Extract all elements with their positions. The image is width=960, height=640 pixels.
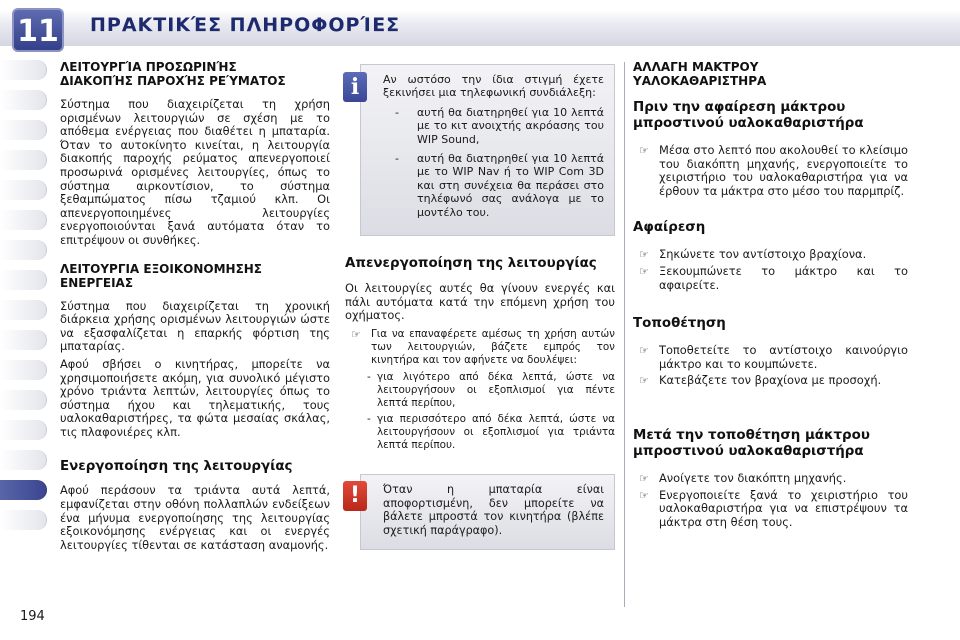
after-installation-item: ☞ Ανοίγετε τον διακόπτη μηχανής. (639, 470, 847, 485)
chapter-tab (0, 420, 47, 440)
info-note-item: - αυτή θα διατηρηθεί για 10 λεπτά με το κιτ ανοιχτής ακρόασης του WIP Sound, (395, 105, 604, 146)
chapter-number-badge: 11 (12, 8, 64, 52)
warning-note-text: Όταν η μπαταρία είναι αποφορτισμένη, δεν μπορείτε να βάλετε μπροστά τον κινητήρα (βλέπε σχετική παράγραφο). (383, 483, 604, 537)
chapter-tab (0, 390, 47, 410)
pointing-hand-icon: ☞ (639, 264, 649, 278)
section-title-wiper-change: ΑΛΛΑΓΗ ΜΑΚΤΡΟΥ ΥΑΛΟΚΑΘΑΡΙΣΤΗΡΑ (633, 60, 767, 88)
chapter-tab (0, 510, 47, 530)
pointing-hand-icon: ☞ (639, 248, 649, 262)
before-removal-item: ☞ Μέσα στο λεπτό που ακολουθεί το κλείσιμο του διακόπτη μηχανής, ενεργοποιείτε το χειριστήριο του υαλοκαθαριστήρα για να έρθουν τα μάκτρα στο μέσο του παρμπρίζ. (639, 143, 908, 198)
section-text-load-shedding: Σύστημα που διαχειρίζεται τη χρήση ορισμένων λειτουργιών σε σχέση με το απόθεμα ενέργειας που διαθέτει η μπαταρία. Όταν το αυτοκίνητο κινείται, η λειτουργία διακοπής παροχής ρεύματος απενεργοποιεί προσωρινά ορισμένες λειτουργίες, όπως το σύστημα αιρκοντίσιον, το σύστημα ξεθαμπώματος πίσω τζαμιού κλπ. Οι απενεργοποιημένες λειτουργίες ενεργοποιούνται ξανά αυτόματα όταν το επιτρέψουν οι συνθήκες. (60, 97, 330, 247)
chapter-tab (0, 450, 47, 470)
warning-note-box (360, 474, 615, 550)
section-title-load-shedding: ΛΕΙΤΟΥΡΓΊΑ ΠΡΟΣΩΡΙΝΉΣ ΔΙΑΚΟΠΉΣ ΠΑΡΟΧΉΣ ΡΕΎΜΑΤΟΣ (60, 60, 286, 88)
chapter-tab (0, 330, 47, 350)
chapter-tab (0, 210, 47, 230)
chapter-title: ΠΡΑΚΤΙΚΈΣ ΠΛΗΡΟΦΟΡΊΕΣ (90, 14, 401, 36)
installation-item: ☞ Κατεβάζετε τον βραχίονα με προσοχή. (639, 373, 882, 388)
subsection-title-installation: Τοποθέτηση (633, 316, 726, 332)
info-note-item: - αυτή θα διατηρηθεί για 10 λεπτά με το WIP Nav ή το WIP Com 3D και στη συνέχεια θα περάσει στο τηλέφωνό σας ανάλογα με το μοντέλο του. (395, 152, 604, 219)
section-text-energy-economy-2: Αφού σβήσει ο κινητήρας, μπορείτε να χρησιμοποιήσετε ακόμη, για συνολικό μέγιστο χρόνο τριάντα λεπτών, λειτουργίες όπως το σύστημα ήχου και τηλεματικής, τους υαλοκαθαριστήρες, τα φώτα μεσαίας σκάλας, τις πλαφονιέρες κλπ. (60, 356, 330, 439)
pointing-hand-icon: ☞ (639, 144, 649, 157)
chapter-tabs (0, 60, 48, 540)
left-column (60, 60, 330, 552)
info-note-box (360, 64, 615, 236)
column-divider (624, 62, 625, 607)
chapter-tab (0, 360, 47, 380)
section-text-energy-economy-1: Σύστημα που διαχειρίζεται τη χρονική διάρκεια χρήσης ορισμένων λειτουργιών ώστε να εξασφαλίζεται η επαρκής φόρτιση της μπαταρίας. (60, 298, 330, 354)
middle-column (345, 256, 615, 452)
after-installation-item: ☞ Ενεργοποιείτε ξανά το χειριστήριο του υαλοκαθαριστήρα για να επιστρέψουν τα μάκτρα στη θέση τους. (639, 487, 908, 529)
deactivation-bullet: ☞ Για να επαναφέρετε αμέσως τη χρήση αυτών των λειτουργιών, βάζετε εμπρός τον κινητήρα και τον αφήνετε να δουλέψει: (351, 327, 615, 366)
section-title-activation: Ενεργοποίηση της λειτουργίας (60, 459, 293, 475)
subsection-title-removal: Αφαίρεση (633, 220, 706, 236)
page-number: 194 (20, 609, 45, 624)
pointing-hand-icon: ☞ (639, 471, 649, 485)
removal-item: ☞ Σηκώνετε τον αντίστοιχο βραχίονα. (639, 247, 867, 262)
chapter-tab (0, 120, 47, 140)
section-text-activation: Αφού περάσουν τα τριάντα αυτά λεπτά, εμφανίζεται στην οθόνη πολλαπλών ενδείξεων ένα μήνυμα ενεργοποίησης της λειτουργίας εξοικονόμησης ενέργειας και οι ενεργές λειτουργίες τίθενται σε κατάσταση αναμονής. (60, 483, 330, 552)
chapter-tab (0, 270, 47, 290)
subsection-title-before-removal: Πριν την αφαίρεση μάκτρου μπροστινού υαλοκαθαριστήρα (633, 100, 864, 131)
pointing-hand-icon: ☞ (351, 327, 361, 341)
chapter-tab (0, 240, 47, 260)
chapter-tab-active (0, 480, 47, 500)
section-text-deactivation: Οι λειτουργίες αυτές θα γίνουν ενεργές και πάλι αυτόματα κατά την επόμενη χρήση του οχήματος. (345, 281, 615, 323)
installation-item: ☞ Τοποθετείτε το αντίστοιχο καινούργιο μάκτρο και το κουμπώνετε. (639, 343, 908, 371)
right-column (633, 60, 908, 529)
deactivation-item: - για περισσότερο από δέκα λεπτά, ώστε να λειτουργήσουν οι εξοπλισμοί για τριάντα λεπτά περίπου. (367, 412, 615, 451)
chapter-tab (0, 60, 47, 80)
info-icon: i (343, 72, 367, 102)
pointing-hand-icon: ☞ (639, 374, 649, 388)
section-title-deactivation: Απενεργοποίηση της λειτουργίας (345, 256, 597, 271)
chapter-tab (0, 180, 47, 200)
chapter-tab (0, 300, 47, 320)
deactivation-item: - για λιγότερο από δέκα λεπτά, ώστε να λειτουργήσουν οι εξοπλισμοί για πέντε λεπτά περίπου, (367, 370, 615, 409)
page-header (0, 0, 960, 52)
pointing-hand-icon: ☞ (639, 488, 649, 502)
warning-icon: ! (343, 481, 367, 511)
removal-item: ☞ Ξεκουμπώνετε το μάκτρο και το αφαιρείτε. (639, 263, 908, 292)
chapter-tab (0, 150, 47, 170)
pointing-hand-icon: ☞ (639, 344, 649, 358)
chapter-tab (0, 90, 47, 110)
subsection-title-after-installation: Μετά την τοποθέτηση μάκτρου μπροστινού υαλοκαθαριστήρα (633, 427, 870, 459)
info-note-intro: Αν ωστόσο την ίδια στιγμή έχετε ξεκινήσει μια τηλεφωνική συνδιάλεξη: (383, 73, 604, 100)
section-title-energy-economy: ΛΕΙΤΟΥΡΓΙΑ ΕΞΟΙΚΟΝΟΜΗΣΗΣ ΕΝΕΡΓΕΙΑΣ (60, 261, 263, 290)
